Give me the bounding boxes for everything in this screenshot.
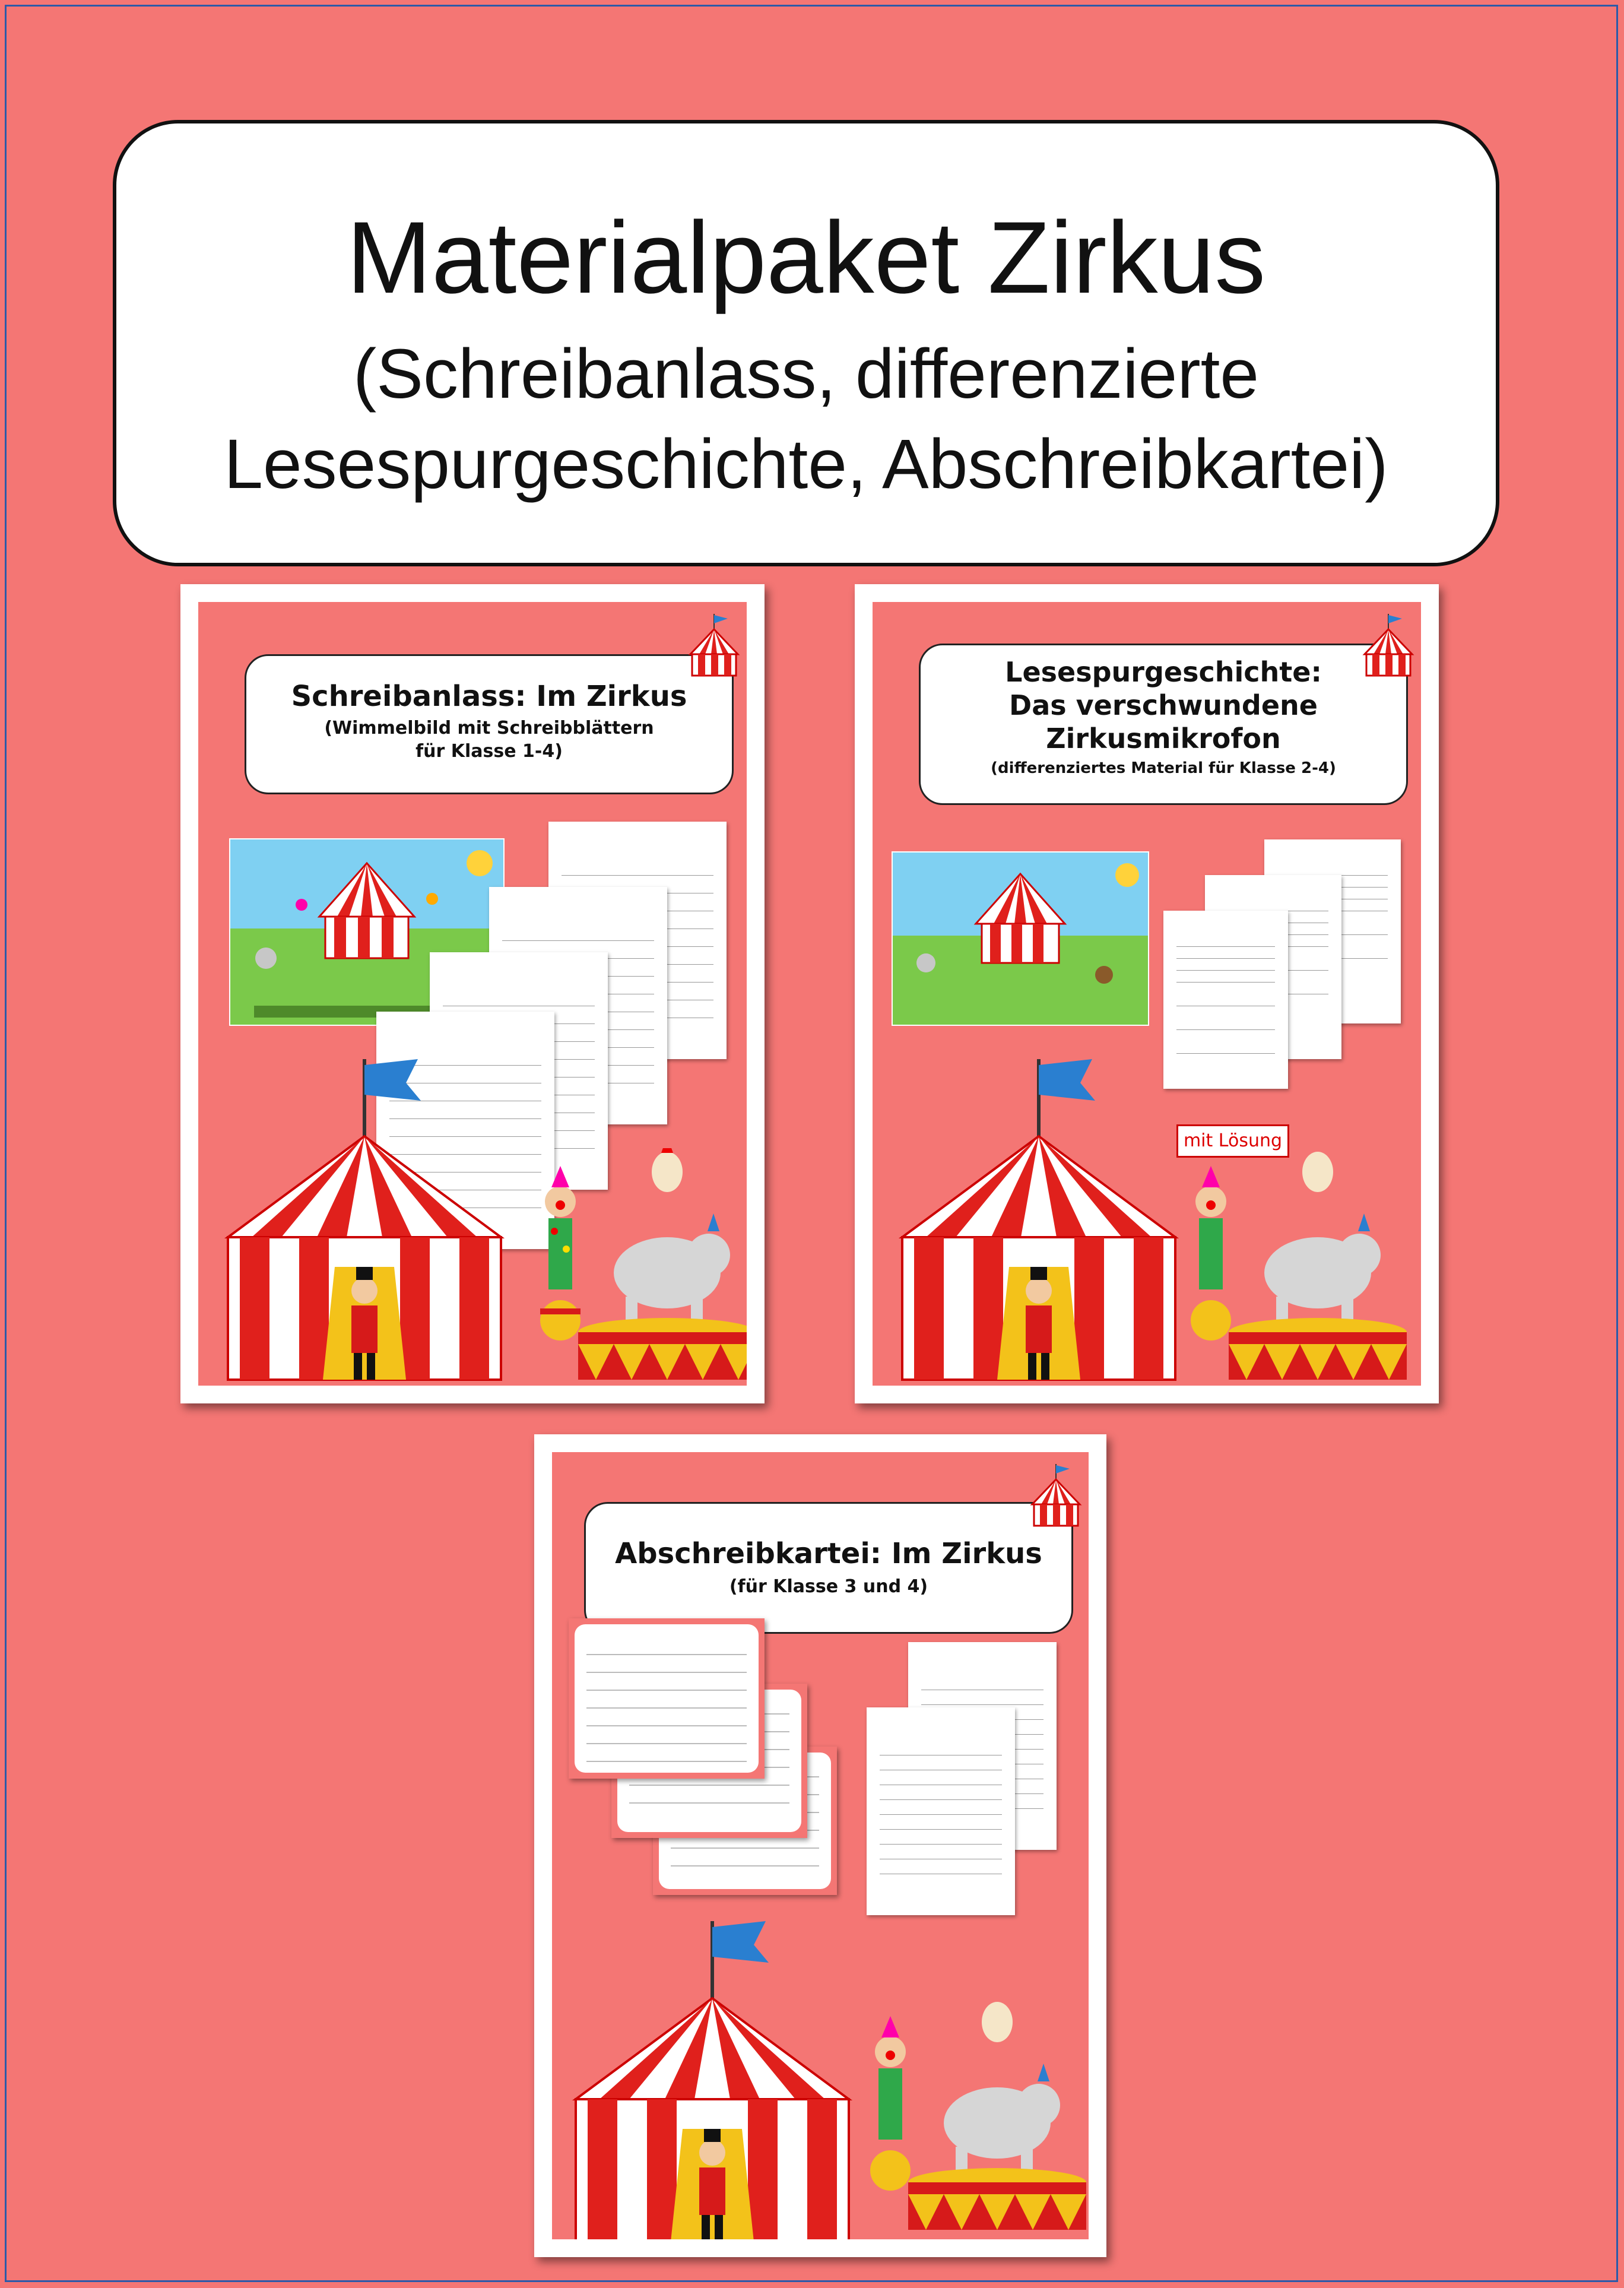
big-tent-icon: [216, 1053, 513, 1386]
cover-title-3: Zirkusmikrofon: [1046, 722, 1281, 755]
cover-lesespur[interactable]: [855, 584, 1439, 1403]
cover-label: [919, 644, 1408, 805]
solution-badge: mit Lösung: [1176, 1124, 1289, 1158]
cover-label: [584, 1502, 1073, 1634]
page-title: Materialpaket Zirkus: [346, 201, 1266, 315]
worksheet-preview: [867, 1707, 1015, 1915]
clown-elephant-icon: [849, 1998, 1089, 2239]
subtitle-line-2: Lesespurgeschichte, Abschreibkartei): [224, 424, 1388, 503]
wimmelbild-image: [892, 851, 1149, 1026]
subtitle-line-1: (Schreibanlass, differenzierte: [353, 335, 1260, 413]
cover-subtitle-1: (Wimmelbild mit Schreibblättern: [324, 718, 654, 739]
cover-title-1: Lesespurgeschichte:: [1005, 656, 1322, 688]
cover-title-2: Das verschwundene: [1009, 689, 1318, 721]
small-tent-icon: [687, 613, 741, 678]
clown-elephant-icon: [519, 1148, 747, 1386]
cover-label: [245, 654, 734, 794]
cover-title: Abschreibkartei: Im Zirkus: [615, 1537, 1042, 1570]
small-tent-icon: [1362, 613, 1415, 678]
cover-subtitle: (für Klasse 3 und 4): [729, 1576, 928, 1597]
cover-subtitle: (differenziertes Material für Klasse 2-4): [991, 759, 1336, 777]
clown-elephant-icon: [1169, 1148, 1419, 1386]
big-tent-icon: [564, 1915, 861, 2239]
kartei-card: [569, 1618, 765, 1779]
cover-schreibanlass[interactable]: [180, 584, 765, 1403]
cover-title: Schreibanlass: Im Zirkus: [291, 680, 687, 713]
big-tent-icon: [890, 1053, 1187, 1386]
title-banner: [113, 120, 1499, 566]
small-tent-icon: [1029, 1463, 1083, 1528]
cover-subtitle-2: für Klasse 1-4): [415, 741, 563, 762]
cover-abschreibkartei[interactable]: [534, 1434, 1106, 2257]
